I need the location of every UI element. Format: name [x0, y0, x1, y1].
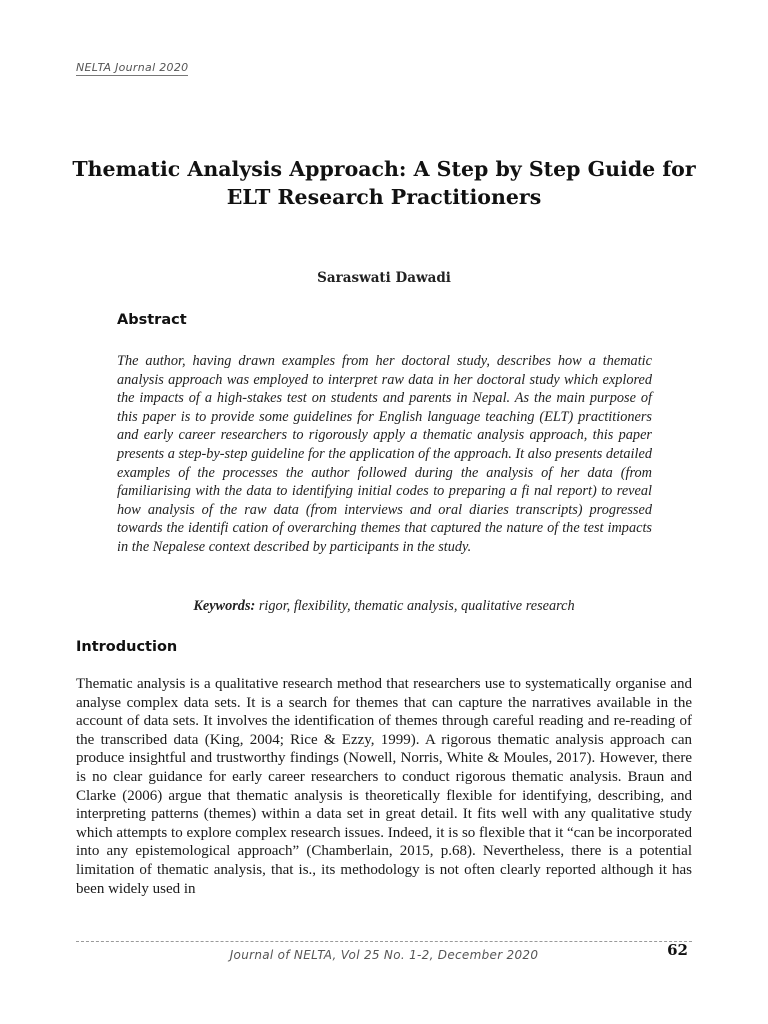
abstract-heading: Abstract: [117, 312, 187, 328]
footer-citation: Journal of NELTA, Vol 25 No. 1-2, December 2020: [229, 948, 539, 962]
article-title: Thematic Analysis Approach: A Step by Step Guide for ELT Research Practitioners: [72, 157, 696, 209]
keywords-text: rigor, flexibility, thematic analysis, qualitative research: [255, 598, 575, 614]
page-number: 62: [667, 941, 688, 959]
running-head: NELTA Journal 2020: [76, 61, 189, 74]
footer-divider: [76, 941, 692, 942]
introduction-body: Thematic analysis is a qualitative research method that researchers use to systematically organise and analyse complex data sets. It is a search for themes that can capture the narratives available in the account of data sets. It involves the identification of themes through careful reading and re-reading of the transcribed data (King, 2004; Rice & Ezzy, 1999). A rigorous thematic analysis approach can produce insightful and trustworthy findings (Nowell, Norris, White & Moules, 2017). However, there is no clear guidance for early career researchers to conduct rigorous thematic analysis. Braun and Clarke (2006) argue that thematic analysis is theoretically flexible for identifying, describing, and interpreting patterns (themes) within a data set in great detail. It fits well with any qualitative study which attempts to explore complex research issues. Indeed, it is so flexible that it “can be incorporated into any epistemological approach” (Chamberlain, 2015, p.68). Nevertheless, there is a potential limitation of thematic analysis, that is., its methodology is not often clearly reported although it has been widely used in: [76, 676, 692, 897]
keywords-line: [0, 598, 768, 615]
keywords-label: Keywords:: [193, 598, 256, 614]
abstract-body: The author, having drawn examples from her doctoral study, describes how a thematic analysis approach was employed to interpret raw data in her doctoral study which explored the impacts of a high-stakes test on students and parents in Nepal. As the main purpose of this paper is to provide some guidelines for English language teaching (ELT) practitioners and early career researchers to rigorously apply a thematic analysis approach, this paper presents a step-by-step guideline for the application of the approach. It also presents detailed examples of the processes the author followed during the analysis of her data (from familiarising with the data to identifying initial codes to preparing a fi nal report) to reveal how analysis of the raw data (from interviews and oral diaries transcripts) progressed towards the identifi cation of overarching themes that captured the nature of the test impacts in the Nepalese context described by participants in the study.: [117, 353, 652, 555]
author-name: Saraswati Dawadi: [317, 270, 451, 286]
introduction-heading: Introduction: [76, 639, 178, 655]
